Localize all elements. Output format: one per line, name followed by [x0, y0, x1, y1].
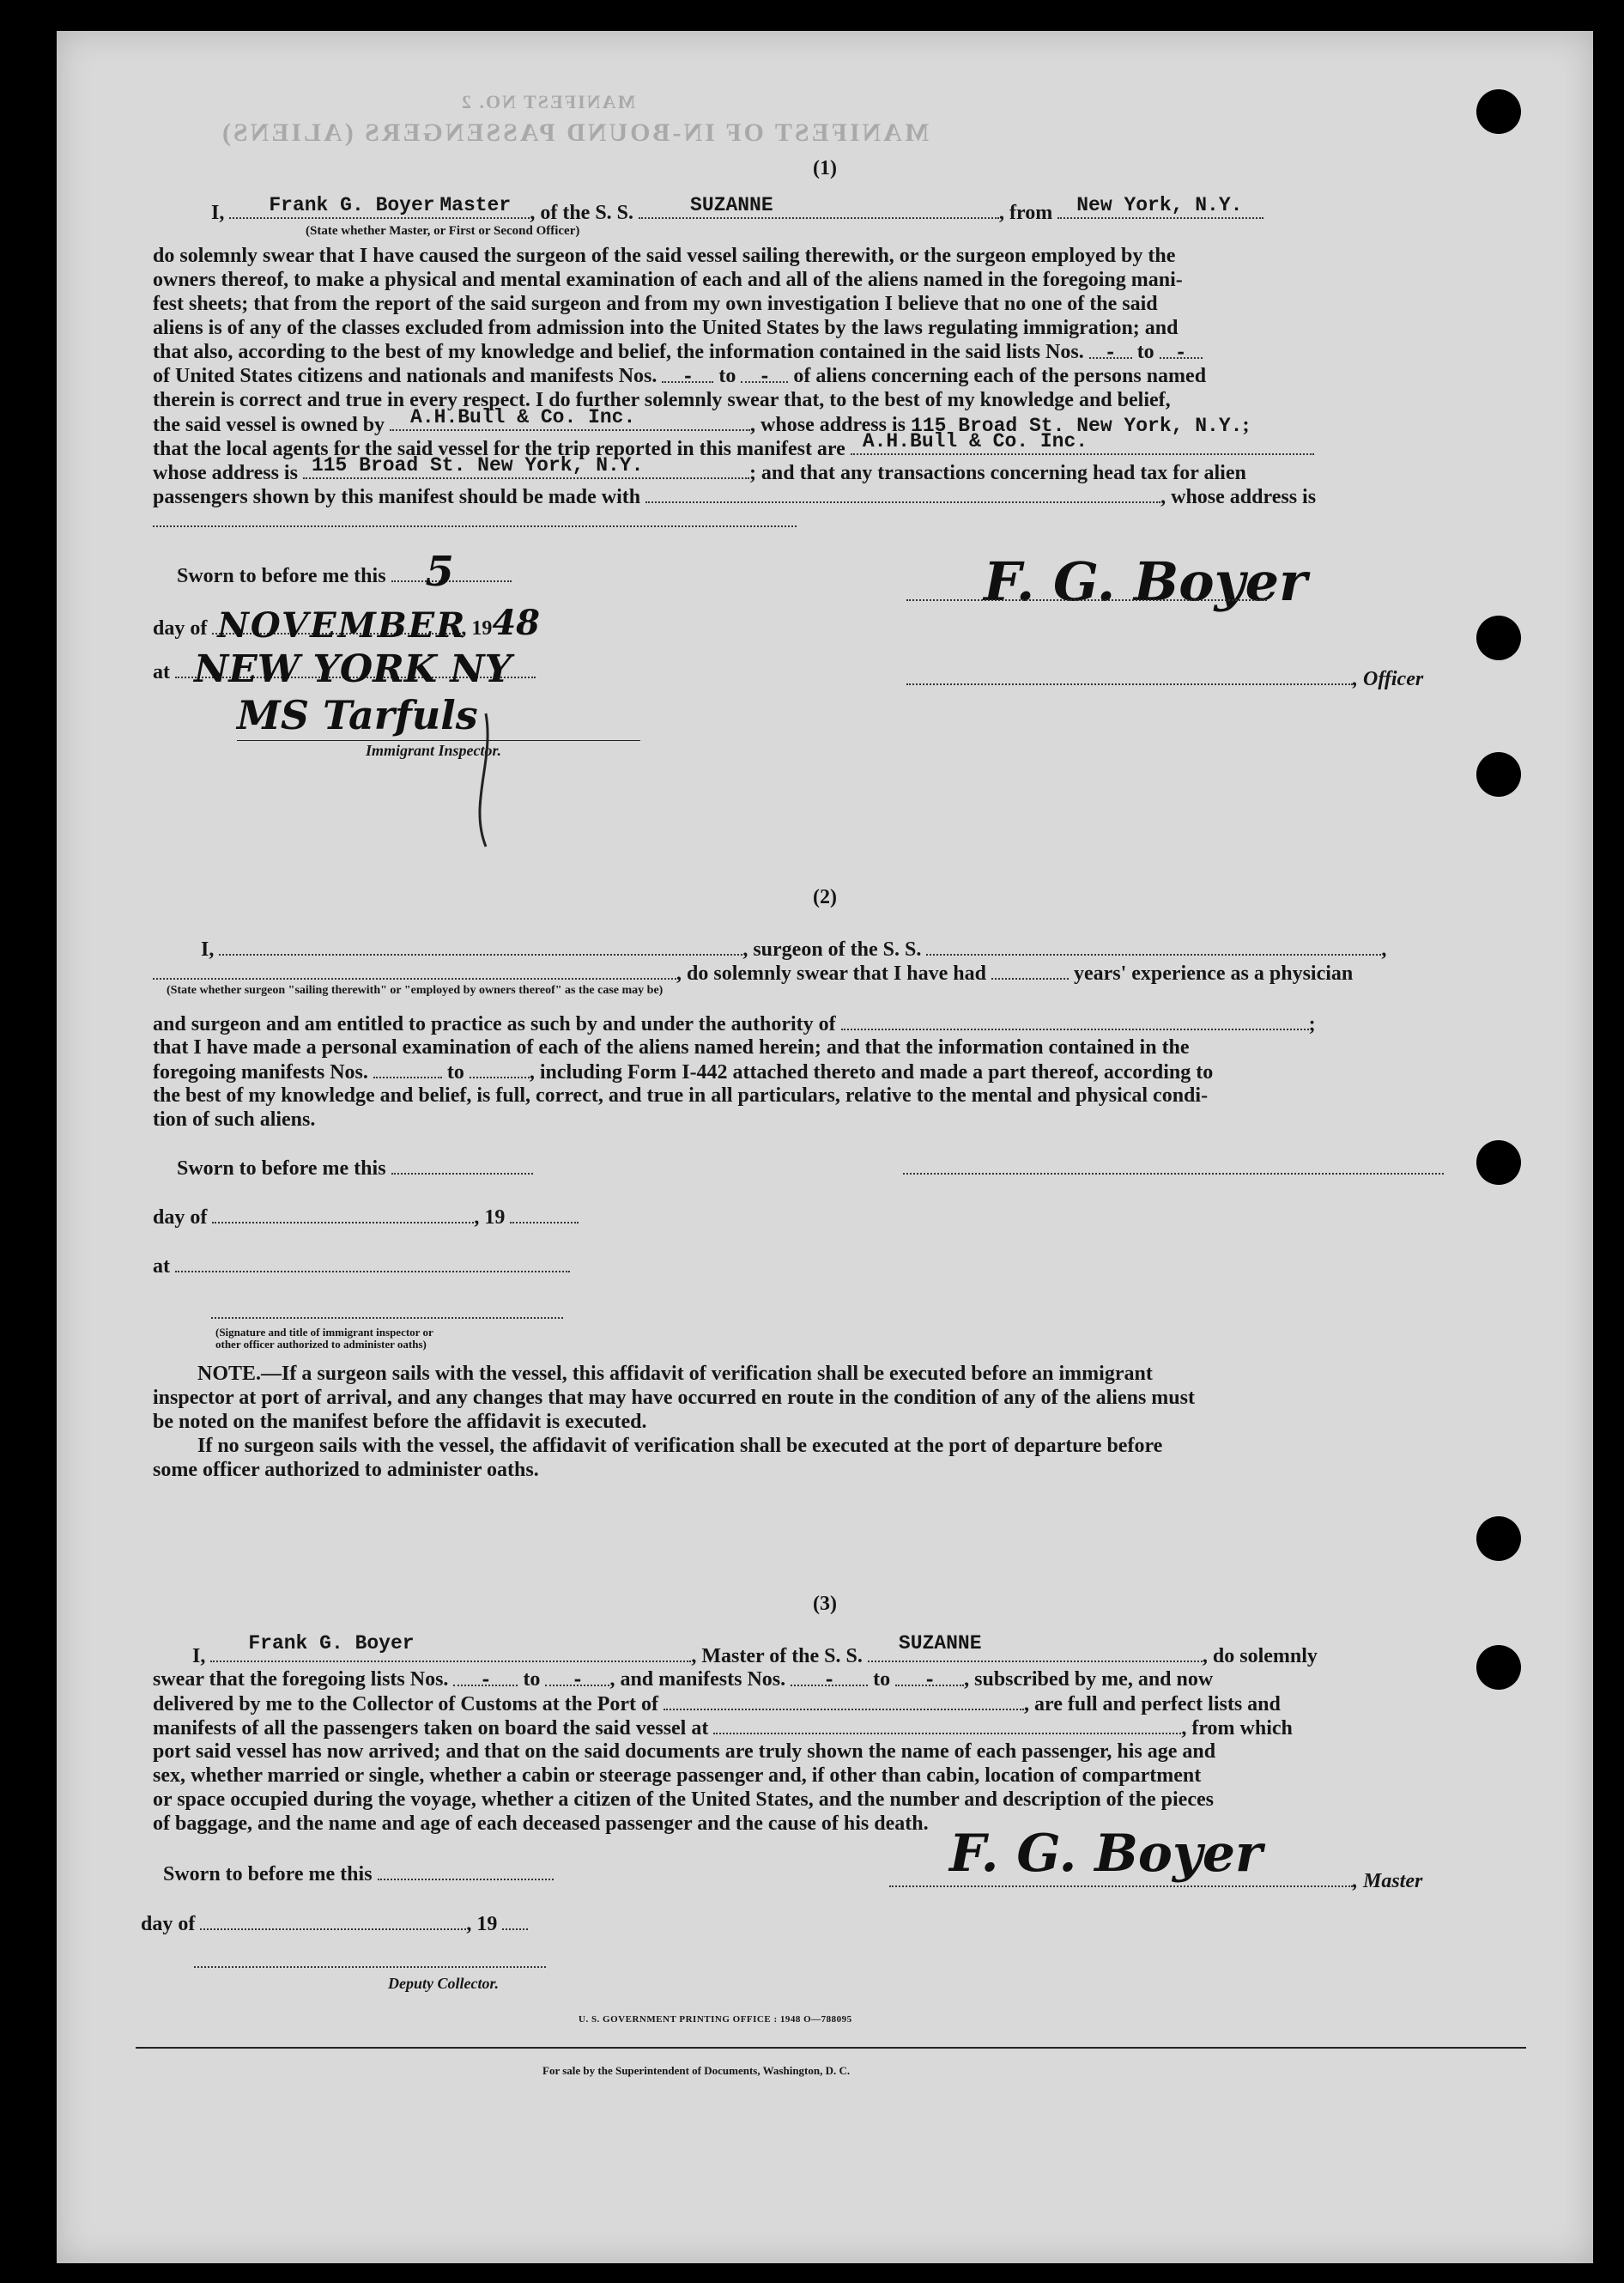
- officer-sign-line-1: [906, 582, 1267, 607]
- rank-note: (State whether Master, or First or Second Officer): [306, 224, 580, 238]
- section-3-sworn-line: Sworn to before me this: [163, 1861, 554, 1886]
- section-1-line-2: do solemnly swear that I have caused the surgeon of the said vessel sailing therewith, or the surgeon employed by the: [153, 245, 1176, 267]
- section-1-line-11: whose address is 115 Broad St. New York, N.Y. ; and that any transactions concerning head tax for alien: [153, 454, 1246, 484]
- section-2-day-line: day of , 19: [153, 1205, 579, 1230]
- sworn-at-line: at NEW YORK NY: [153, 659, 536, 684]
- section-3-vessel: SUZANNE: [898, 1632, 982, 1655]
- section-2-heading: (2): [813, 886, 837, 908]
- punch-hole-5: [1476, 1516, 1521, 1561]
- sale-notice: For sale by the Superintendent of Documents, Washington, D. C.: [542, 2064, 851, 2077]
- section-1-line-4: fest sheets; that from the report of the said surgeon and from my own investigation I believe that no one of the said: [153, 293, 1158, 315]
- section-2-line-7: tion of such aliens.: [153, 1108, 316, 1131]
- section-2-line-1: I, , surgeon of the S. S. ,: [201, 938, 1387, 961]
- section-1-line-3: owners thereof, to make a physical and mental examination of each and all of the aliens named in the foregoing mani-: [153, 269, 1183, 291]
- section-2-at-line: at: [153, 1254, 570, 1278]
- punch-hole-3: [1476, 752, 1521, 797]
- section-2-line-5: foregoing manifests Nos. to , including Form I-442 attached thereto and made a part thereof, according to: [153, 1061, 1214, 1084]
- note-line-2: inspector at port of arrival, and any changes that may have occurred en route in the condition of any of the aliens must: [153, 1387, 1195, 1409]
- section-1-line-9: the said vessel is owned by A.H.Bull & Co. Inc. , whose address is 115 Broad St. New York, N.Y.;: [153, 406, 1250, 437]
- section-1-line-7: of United States citizens and nationals and manifests Nos. - to - of aliens concerning each of the persons named: [153, 365, 1207, 388]
- section-2-sig-note-2: other officer authorized to administer oaths): [215, 1338, 427, 1351]
- punch-hole-1: [1476, 89, 1521, 134]
- section-2-sig-note-1: (Signature and title of immigrant inspector or: [215, 1326, 433, 1339]
- section-3-line-7: or space occupied during the voyage, whether a citizen of the United States, and the number and description of the pieces: [153, 1788, 1214, 1811]
- section-1-line-13: [153, 508, 797, 533]
- section-2-line-4: that I have made a personal examination of each of the aliens named herein; and that the information contained in the: [153, 1036, 1190, 1059]
- note-line-3: be noted on the manifest before the affidavit is executed.: [153, 1411, 647, 1433]
- section-3-master-line: [889, 1868, 1422, 1893]
- section-3-master-name: Frank G. Boyer: [248, 1632, 415, 1655]
- from-port: New York, N.Y.: [1076, 194, 1243, 216]
- sworn-day: 5: [425, 548, 454, 596]
- sworn-place: NEW YORK NY: [194, 647, 512, 691]
- punch-hole-2: [1476, 616, 1521, 660]
- section-3-heading: (3): [813, 1593, 837, 1615]
- owner-address: 115 Broad St. New York, N.Y.: [910, 415, 1243, 437]
- section-3-line-6: sex, whether married or single, whether a cabin or steerage passenger and, if other than cabin, location of compartment: [153, 1764, 1202, 1787]
- faded-manifest-number: MANIFEST NO. 2: [460, 91, 636, 112]
- section-1-line-8: therein is correct and true in every respect. I do further solemnly swear that, to the best of my knowledge and belief,: [153, 389, 1171, 411]
- inspector-label: Immigrant Inspector.: [366, 742, 502, 759]
- section-1-line-5: aliens is of any of the classes excluded from admission into the United States by the laws regulating immigration; and: [153, 317, 1179, 339]
- vessel-owner: A.H.Bull & Co. Inc.: [410, 406, 636, 428]
- section-3-line-8: of baggage, and the name and age of each deceased passenger and the cause of his death.: [153, 1812, 929, 1835]
- section-1-line-10: that the local agents for the said vessel for the trip reported in this manifest are A.H.Bull & Co. Inc.: [153, 436, 1500, 461]
- section-2-line-6: the best of my knowledge and belief, is full, correct, and true in all particulars, relative to the mental and physical condi-: [153, 1084, 1209, 1107]
- note-line-4: If no surgeon sails with the vessel, the affidavit of verification shall be executed at the port of departure before: [197, 1435, 1163, 1457]
- section-1-line-1: I, Frank G. Boyer Master , of the S. S. SUZANNE , from New York, N.Y.: [211, 200, 1533, 225]
- document-page: [57, 31, 1593, 2263]
- master-label: , Master: [1353, 1870, 1423, 1892]
- section-3-line-1: I, Frank G. Boyer , Master of the S. S. SUZANNE , do solemnly: [192, 1632, 1318, 1667]
- punch-hole-6: [1476, 1645, 1521, 1690]
- section-3-line-3: delivered by me to the Collector of Customs at the Port of , are full and perfect lists and: [153, 1693, 1281, 1715]
- note-line-1: NOTE.—If a surgeon sails with the vessel, this affidavit of verification shall be executed before an immigrant: [197, 1363, 1153, 1385]
- officer-signature: F. G. Boyer: [984, 550, 1307, 613]
- section-3-line-4: manifests of all the passengers taken on board the said vessel at , from which: [153, 1717, 1293, 1740]
- sworn-line-1: Sworn to before me this 5: [177, 563, 512, 588]
- section-1-line-12: passengers shown by this manifest should be made with , whose address is: [153, 486, 1317, 508]
- section-2-inspector-line: [211, 1300, 563, 1325]
- printing-office: U. S. GOVERNMENT PRINTING OFFICE : 1948 O—788095: [579, 2014, 852, 2025]
- vessel-name: SUZANNE: [690, 194, 773, 216]
- section-1-heading: (1): [813, 157, 837, 179]
- surgeon-note: (State whether surgeon "sailing therewith" or "employed by owners thereof" as the case may be): [167, 984, 664, 997]
- sworn-day-line: day of NOVEMBER , 1948: [153, 603, 541, 646]
- officer-sign-line-2: [906, 666, 1423, 691]
- sworn-month: NOVEMBER: [217, 605, 467, 646]
- sworn-year: 48: [492, 603, 541, 643]
- section-2-line-3: and surgeon and am entitled to practice as such by and under the authority of ;: [153, 1013, 1316, 1035]
- inspector-signature: MS Tarfuls: [237, 692, 478, 738]
- master-name: Frank G. Boyer: [269, 194, 435, 216]
- punch-hole-4: [1476, 1140, 1521, 1185]
- section-2-sworn-line: Sworn to before me this: [177, 1156, 533, 1181]
- local-agent: A.H.Bull & Co. Inc.: [862, 430, 1088, 452]
- faded-manifest-title: MANIFEST OF IN-BOUND PASSENGERS (ALIENS): [220, 118, 930, 147]
- officer-label: , Officer: [1353, 668, 1424, 690]
- section-3-collector-line: [194, 1949, 546, 1974]
- note-line-5: some officer authorized to administer oaths.: [153, 1459, 539, 1481]
- section-3-line-5: port said vessel has now arrived; and that on the said documents are truly shown the name of each passenger, his age and: [153, 1740, 1216, 1763]
- section-2-signature-line: [903, 1156, 1444, 1181]
- section-3-day-line: day of , 19: [141, 1911, 528, 1936]
- section-3-line-2: swear that the foregoing lists Nos. - to - , and manifests Nos. - to - , subscribed by me, and now: [153, 1668, 1214, 1691]
- master-signature: F. G. Boyer: [949, 1824, 1263, 1884]
- section-2-line-2: , do solemnly swear that I have had years' experience as a physician: [153, 961, 1500, 986]
- deputy-collector-label: Deputy Collector.: [388, 1975, 499, 1992]
- agent-address: 115 Broad St. New York, N.Y.: [311, 454, 644, 477]
- officer-rank: Master: [439, 194, 512, 216]
- inspector-signature-flourish: [460, 709, 512, 855]
- section-1-line-6: that also, according to the best of my knowledge and belief, the information contained in the said lists Nos. - to -: [153, 340, 1500, 364]
